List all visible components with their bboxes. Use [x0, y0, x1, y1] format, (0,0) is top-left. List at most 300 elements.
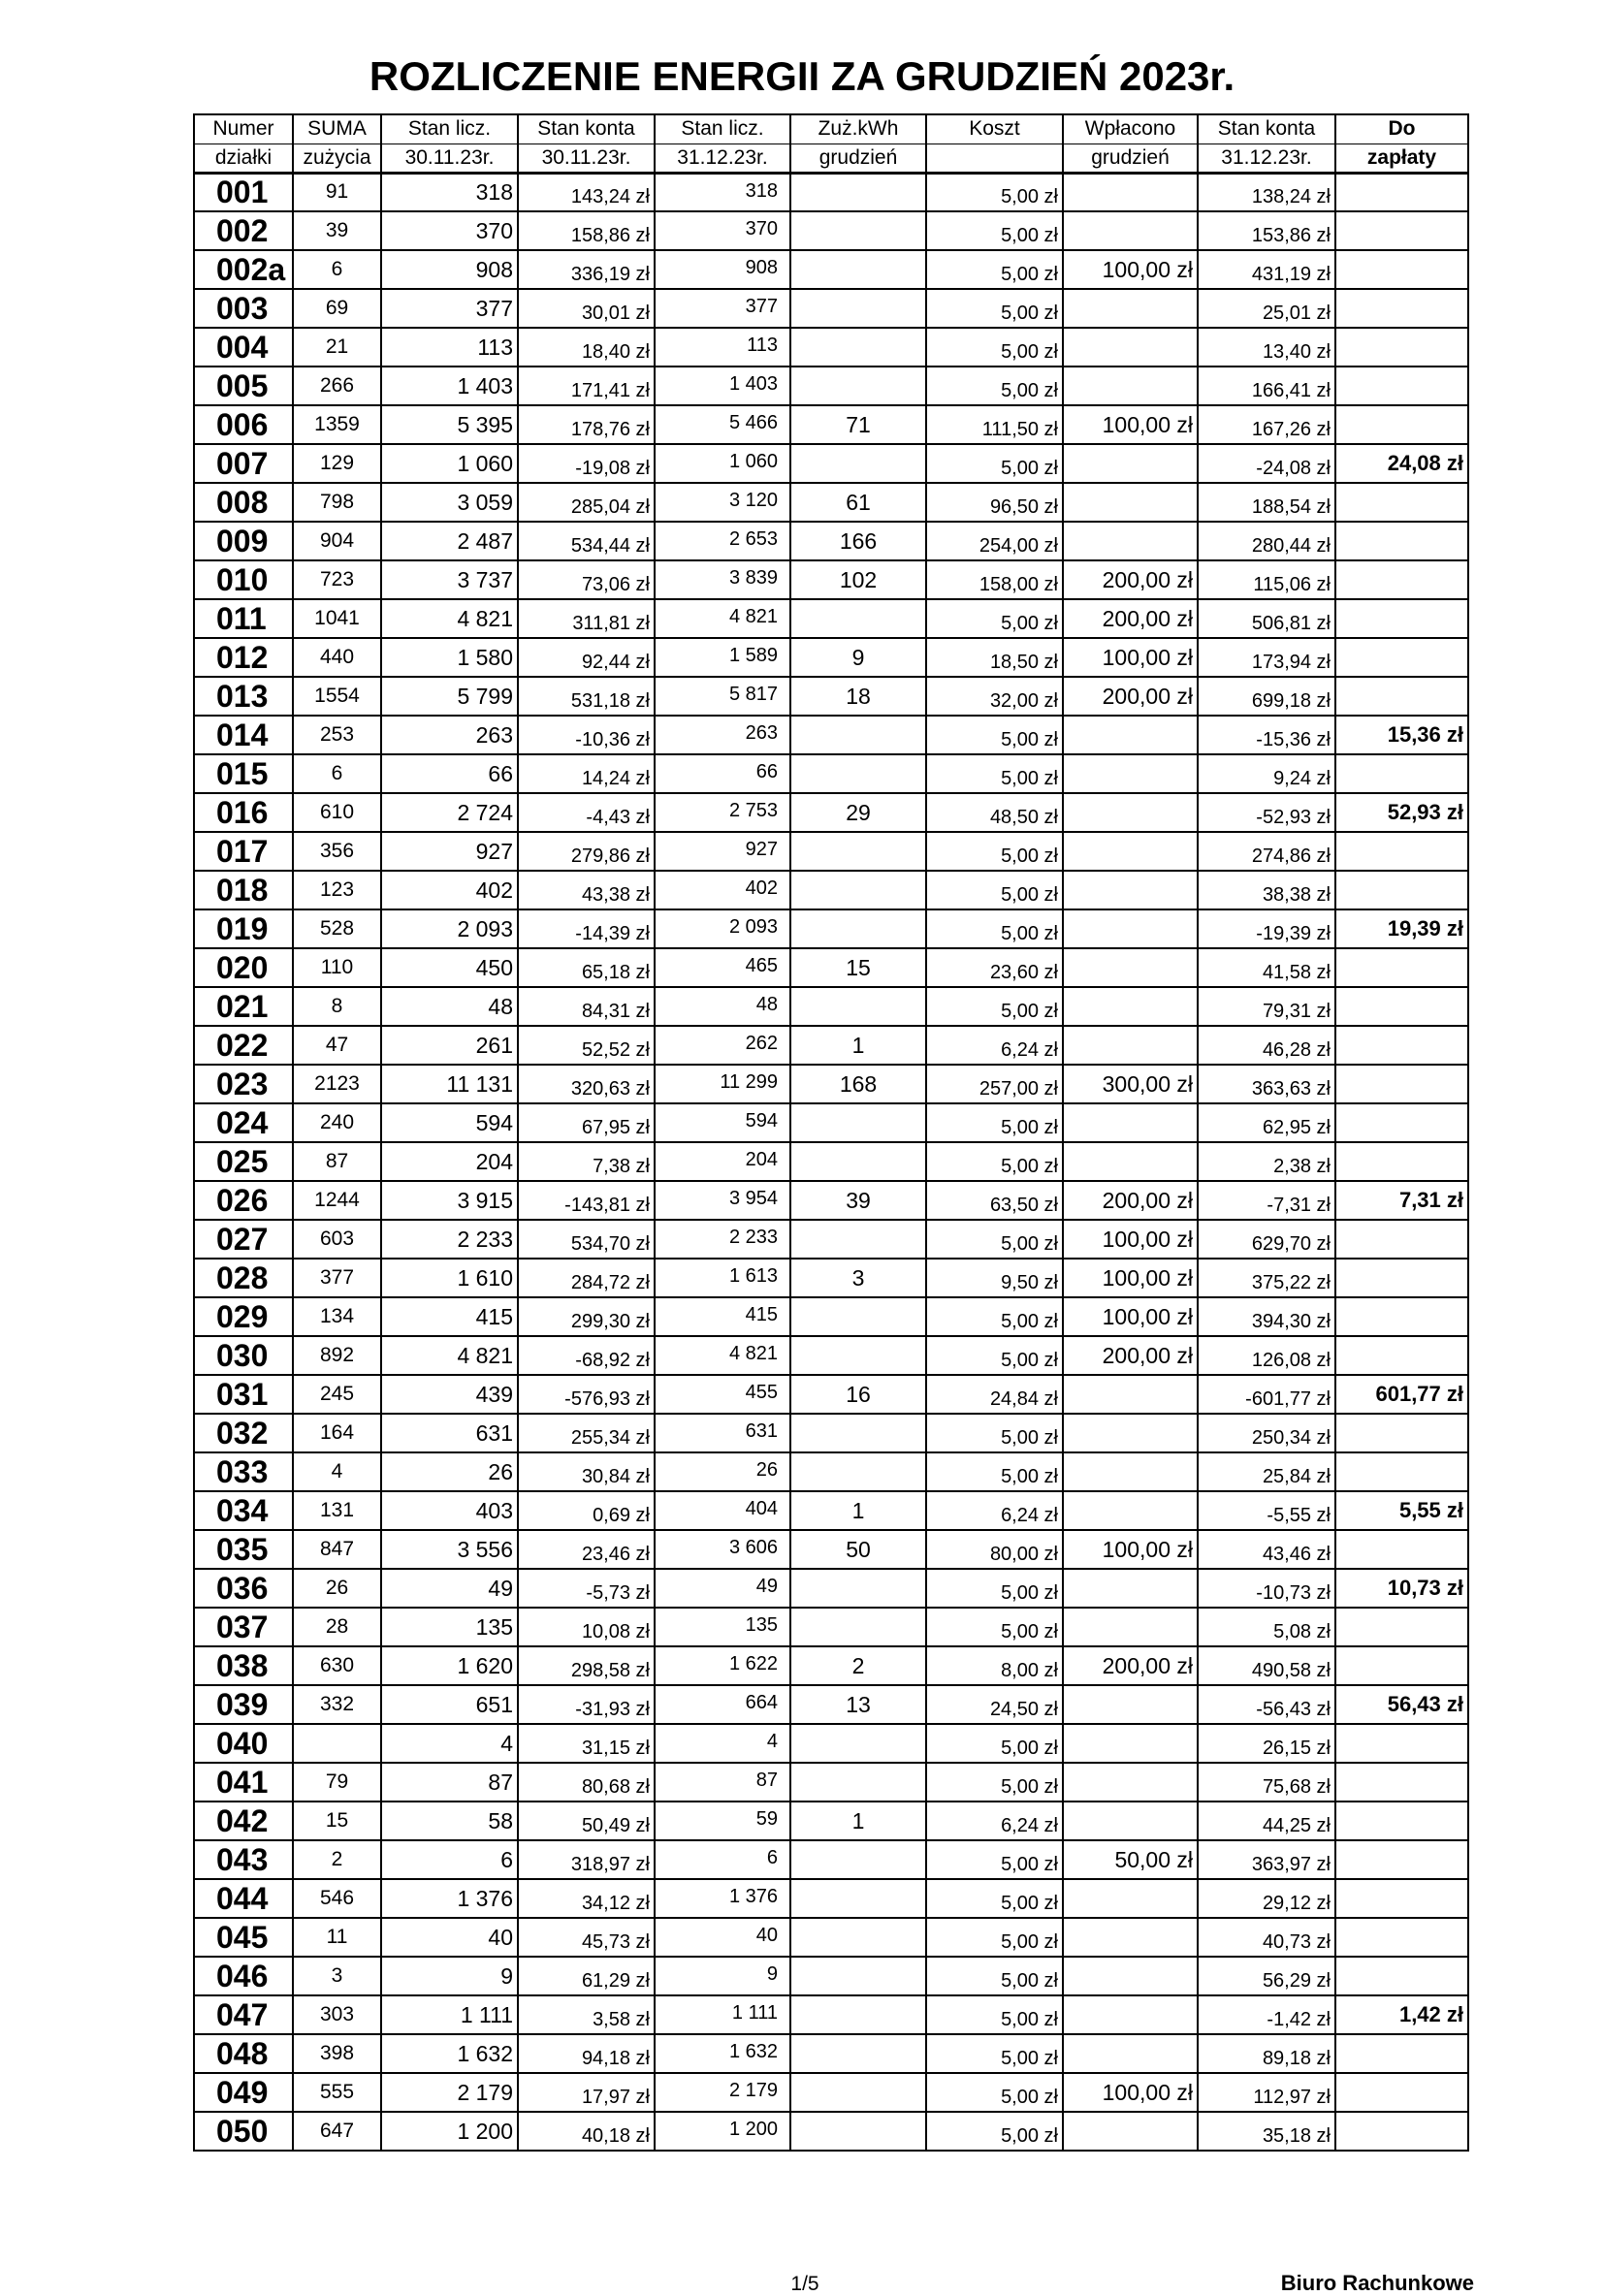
cell-balance-prev: 311,81 zł: [518, 599, 655, 638]
cell-amount-due: [1335, 1608, 1468, 1646]
cell-paid: 200,00 zł: [1063, 599, 1198, 638]
cell-total-usage: 904: [293, 522, 381, 560]
header-do-zaplaty-sub: zapłaty: [1335, 144, 1468, 173]
cell-amount-due: [1335, 871, 1468, 909]
cell-usage-kwh: [790, 716, 926, 754]
cell-balance-prev: 30,01 zł: [518, 289, 655, 328]
cell-balance-prev: 92,44 zł: [518, 638, 655, 677]
cell-usage-kwh: [790, 1569, 926, 1608]
cell-plot-number: 008: [194, 483, 293, 522]
cell-balance-prev: 17,97 zł: [518, 2073, 655, 2112]
table-row: [194, 1491, 1468, 1530]
cell-usage-kwh: [790, 832, 926, 871]
cell-cost: 5,00 zł: [926, 367, 1063, 405]
cell-paid: [1063, 1103, 1198, 1142]
cell-usage-kwh: [790, 1336, 926, 1375]
cell-meter-prev: 66: [381, 754, 518, 793]
cell-balance-curr: 89,18 zł: [1198, 2034, 1335, 2073]
cell-meter-curr: 927: [655, 832, 790, 871]
header-zuz-kwh: Zuż.kWh: [790, 114, 926, 144]
cell-cost: 63,50 zł: [926, 1181, 1063, 1220]
cell-paid: [1063, 1608, 1198, 1646]
cell-meter-curr: 631: [655, 1414, 790, 1452]
cell-balance-prev: 0,69 zł: [518, 1491, 655, 1530]
cell-total-usage: 332: [293, 1685, 381, 1724]
cell-plot-number: 024: [194, 1103, 293, 1142]
cell-amount-due: 19,39 zł: [1335, 909, 1468, 948]
cell-usage-kwh: [790, 1414, 926, 1452]
cell-paid: [1063, 1685, 1198, 1724]
cell-cost: 5,00 zł: [926, 832, 1063, 871]
cell-paid: [1063, 1142, 1198, 1181]
cell-balance-curr: 363,97 zł: [1198, 1840, 1335, 1879]
cell-meter-curr: 1 613: [655, 1259, 790, 1297]
cell-paid: 100,00 zł: [1063, 1297, 1198, 1336]
cell-balance-curr: 188,54 zł: [1198, 483, 1335, 522]
cell-total-usage: 303: [293, 1995, 381, 2034]
cell-balance-curr: 9,24 zł: [1198, 754, 1335, 793]
table-row: [194, 1336, 1468, 1375]
cell-total-usage: 546: [293, 1879, 381, 1918]
table-row: [194, 250, 1468, 289]
cell-total-usage: 630: [293, 1646, 381, 1685]
cell-meter-curr: 2 179: [655, 2073, 790, 2112]
cell-balance-prev: 94,18 zł: [518, 2034, 655, 2073]
cell-balance-curr: 56,29 zł: [1198, 1957, 1335, 1995]
cell-balance-curr: 394,30 zł: [1198, 1297, 1335, 1336]
cell-meter-prev: 1 580: [381, 638, 518, 677]
cell-cost: 5,00 zł: [926, 1297, 1063, 1336]
cell-plot-number: 046: [194, 1957, 293, 1995]
cell-meter-prev: 49: [381, 1569, 518, 1608]
cell-amount-due: 56,43 zł: [1335, 1685, 1468, 1724]
cell-balance-curr: 126,08 zł: [1198, 1336, 1335, 1375]
header-stan-licz-prev-sub: 30.11.23r.: [381, 144, 518, 173]
cell-meter-prev: 631: [381, 1414, 518, 1452]
cell-balance-curr: 5,08 zł: [1198, 1608, 1335, 1646]
cell-meter-curr: 2 753: [655, 793, 790, 832]
cell-amount-due: [1335, 754, 1468, 793]
cell-amount-due: [1335, 250, 1468, 289]
cell-plot-number: 011: [194, 599, 293, 638]
table-row: [194, 793, 1468, 832]
cell-meter-prev: 1 632: [381, 2034, 518, 2073]
cell-cost: 5,00 zł: [926, 444, 1063, 483]
cell-meter-prev: 3 737: [381, 560, 518, 599]
cell-cost: 5,00 zł: [926, 1724, 1063, 1763]
cell-cost: 6,24 zł: [926, 1491, 1063, 1530]
cell-meter-prev: 927: [381, 832, 518, 871]
cell-usage-kwh: [790, 1297, 926, 1336]
cell-plot-number: 027: [194, 1220, 293, 1259]
table-row: [194, 444, 1468, 483]
cell-plot-number: 034: [194, 1491, 293, 1530]
cell-usage-kwh: [790, 1724, 926, 1763]
cell-amount-due: [1335, 1220, 1468, 1259]
cell-balance-curr: 2,38 zł: [1198, 1142, 1335, 1181]
cell-meter-curr: 4 821: [655, 1336, 790, 1375]
cell-balance-prev: 45,73 zł: [518, 1918, 655, 1957]
cell-cost: 5,00 zł: [926, 871, 1063, 909]
cell-usage-kwh: [790, 2073, 926, 2112]
cell-balance-curr: 62,95 zł: [1198, 1103, 1335, 1142]
cell-cost: 5,00 zł: [926, 250, 1063, 289]
header-koszt: Koszt: [926, 114, 1063, 144]
header-stan-konta-curr-sub: 31.12.23r.: [1198, 144, 1335, 173]
cell-amount-due: [1335, 599, 1468, 638]
table-row: [194, 909, 1468, 948]
cell-meter-prev: 87: [381, 1763, 518, 1802]
cell-total-usage: 47: [293, 1026, 381, 1065]
header-stan-licz-curr-sub: 31.12.23r.: [655, 144, 790, 173]
cell-plot-number: 016: [194, 793, 293, 832]
cell-balance-prev: 65,18 zł: [518, 948, 655, 987]
cell-usage-kwh: [790, 599, 926, 638]
cell-total-usage: 1041: [293, 599, 381, 638]
cell-meter-curr: 262: [655, 1026, 790, 1065]
cell-paid: [1063, 871, 1198, 909]
cell-total-usage: 129: [293, 444, 381, 483]
cell-meter-curr: 3 606: [655, 1530, 790, 1569]
cell-paid: [1063, 1375, 1198, 1414]
cell-paid: 100,00 zł: [1063, 250, 1198, 289]
cell-meter-prev: 1 200: [381, 2112, 518, 2151]
cell-amount-due: [1335, 405, 1468, 444]
table-row: [194, 1103, 1468, 1142]
cell-balance-prev: 31,15 zł: [518, 1724, 655, 1763]
cell-cost: 6,24 zł: [926, 1802, 1063, 1840]
cell-usage-kwh: [790, 367, 926, 405]
page-number: 1/5: [790, 2273, 819, 2295]
cell-total-usage: 28: [293, 1608, 381, 1646]
cell-meter-prev: 5 395: [381, 405, 518, 444]
cell-amount-due: [1335, 1452, 1468, 1491]
header-numer-sub: działki: [194, 144, 293, 173]
cell-plot-number: 025: [194, 1142, 293, 1181]
cell-amount-due: [1335, 522, 1468, 560]
cell-paid: [1063, 328, 1198, 367]
cell-meter-prev: 3 915: [381, 1181, 518, 1220]
cell-meter-prev: 26: [381, 1452, 518, 1491]
cell-balance-curr: -10,73 zł: [1198, 1569, 1335, 1608]
cell-balance-prev: 255,34 zł: [518, 1414, 655, 1452]
cell-balance-curr: 431,19 zł: [1198, 250, 1335, 289]
cell-meter-prev: 1 111: [381, 1995, 518, 2034]
cell-total-usage: 723: [293, 560, 381, 599]
cell-amount-due: [1335, 1918, 1468, 1957]
cell-balance-curr: 75,68 zł: [1198, 1763, 1335, 1802]
cell-usage-kwh: [790, 2034, 926, 2073]
cell-total-usage: 2: [293, 1840, 381, 1879]
cell-meter-curr: 6: [655, 1840, 790, 1879]
cell-total-usage: 1554: [293, 677, 381, 716]
table-row: [194, 716, 1468, 754]
cell-paid: [1063, 1918, 1198, 1957]
cell-amount-due: 7,31 zł: [1335, 1181, 1468, 1220]
cell-plot-number: 047: [194, 1995, 293, 2034]
cell-balance-prev: 299,30 zł: [518, 1297, 655, 1336]
cell-amount-due: [1335, 638, 1468, 677]
cell-meter-prev: 2 487: [381, 522, 518, 560]
cell-total-usage: 69: [293, 289, 381, 328]
header-koszt-sub: [926, 144, 1063, 173]
cell-balance-prev: 143,24 zł: [518, 173, 655, 211]
cell-balance-prev: 67,95 zł: [518, 1103, 655, 1142]
header-stan-konta-prev-sub: 30.11.23r.: [518, 144, 655, 173]
cell-amount-due: [1335, 328, 1468, 367]
cell-balance-curr: 375,22 zł: [1198, 1259, 1335, 1297]
cell-meter-prev: 9: [381, 1957, 518, 1995]
cell-paid: 100,00 zł: [1063, 638, 1198, 677]
cell-total-usage: 15: [293, 1802, 381, 1840]
cell-total-usage: 528: [293, 909, 381, 948]
cell-usage-kwh: [790, 1840, 926, 1879]
cell-paid: [1063, 444, 1198, 483]
cell-usage-kwh: 1: [790, 1491, 926, 1530]
cell-balance-prev: 336,19 zł: [518, 250, 655, 289]
cell-plot-number: 042: [194, 1802, 293, 1840]
table-row: [194, 1995, 1468, 2034]
cell-amount-due: [1335, 1646, 1468, 1685]
cell-meter-curr: 9: [655, 1957, 790, 1995]
cell-usage-kwh: [790, 1918, 926, 1957]
cell-meter-prev: 1 403: [381, 367, 518, 405]
table-row: [194, 754, 1468, 793]
cell-amount-due: [1335, 1297, 1468, 1336]
cell-plot-number: 005: [194, 367, 293, 405]
table-row: [194, 948, 1468, 987]
cell-paid: [1063, 1763, 1198, 1802]
cell-meter-prev: 908: [381, 250, 518, 289]
cell-amount-due: 1,42 zł: [1335, 1995, 1468, 2034]
cell-amount-due: [1335, 1336, 1468, 1375]
table-row: [194, 1957, 1468, 1995]
cell-paid: [1063, 289, 1198, 328]
cell-balance-curr: 41,58 zł: [1198, 948, 1335, 987]
cell-amount-due: [1335, 483, 1468, 522]
cell-balance-prev: 3,58 zł: [518, 1995, 655, 2034]
cell-paid: [1063, 1414, 1198, 1452]
cell-meter-prev: 1 060: [381, 444, 518, 483]
cell-meter-prev: 6: [381, 1840, 518, 1879]
cell-usage-kwh: [790, 289, 926, 328]
cell-cost: 6,24 zł: [926, 1026, 1063, 1065]
header-zuz-kwh-sub: grudzień: [790, 144, 926, 173]
cell-cost: 5,00 zł: [926, 2112, 1063, 2151]
cell-usage-kwh: [790, 1879, 926, 1918]
cell-plot-number: 038: [194, 1646, 293, 1685]
footer-office-name: Biuro Rachunkowe: [1280, 2271, 1474, 2295]
cell-meter-curr: 40: [655, 1918, 790, 1957]
cell-plot-number: 004: [194, 328, 293, 367]
cell-balance-prev: 531,18 zł: [518, 677, 655, 716]
cell-balance-prev: 279,86 zł: [518, 832, 655, 871]
cell-cost: 48,50 zł: [926, 793, 1063, 832]
table-row: [194, 1879, 1468, 1918]
cell-meter-curr: 66: [655, 754, 790, 793]
table-row: [194, 1763, 1468, 1802]
cell-total-usage: 356: [293, 832, 381, 871]
cell-amount-due: [1335, 289, 1468, 328]
header-wplacono-sub: grudzień: [1063, 144, 1198, 173]
cell-balance-prev: -576,93 zł: [518, 1375, 655, 1414]
cell-usage-kwh: [790, 1608, 926, 1646]
cell-amount-due: [1335, 560, 1468, 599]
table-row: [194, 1375, 1468, 1414]
cell-plot-number: 031: [194, 1375, 293, 1414]
cell-usage-kwh: [790, 173, 926, 211]
header-row-2: [194, 144, 1468, 173]
cell-meter-curr: 664: [655, 1685, 790, 1724]
cell-usage-kwh: 18: [790, 677, 926, 716]
cell-total-usage: 2123: [293, 1065, 381, 1103]
cell-total-usage: 1244: [293, 1181, 381, 1220]
cell-meter-curr: 5 466: [655, 405, 790, 444]
cell-balance-prev: 14,24 zł: [518, 754, 655, 793]
header-wplacono: Wpłacono: [1063, 114, 1198, 144]
cell-balance-prev: 534,44 zł: [518, 522, 655, 560]
cell-plot-number: 018: [194, 871, 293, 909]
cell-plot-number: 002a: [194, 250, 293, 289]
cell-balance-curr: 43,46 zł: [1198, 1530, 1335, 1569]
cell-amount-due: [1335, 2073, 1468, 2112]
cell-cost: 5,00 zł: [926, 909, 1063, 948]
cell-meter-prev: 5 799: [381, 677, 518, 716]
cell-usage-kwh: 71: [790, 405, 926, 444]
cell-paid: 100,00 zł: [1063, 405, 1198, 444]
cell-amount-due: 52,93 zł: [1335, 793, 1468, 832]
cell-cost: 5,00 zł: [926, 2073, 1063, 2112]
cell-plot-number: 036: [194, 1569, 293, 1608]
cell-usage-kwh: 3: [790, 1259, 926, 1297]
energy-settlement-table: [193, 113, 1469, 2152]
cell-amount-due: [1335, 2112, 1468, 2151]
cell-balance-prev: 40,18 zł: [518, 2112, 655, 2151]
cell-plot-number: 032: [194, 1414, 293, 1452]
cell-meter-curr: 4: [655, 1724, 790, 1763]
table-row: [194, 638, 1468, 677]
cell-usage-kwh: [790, 1995, 926, 2034]
cell-paid: [1063, 211, 1198, 250]
cell-usage-kwh: [790, 987, 926, 1026]
table-row: [194, 1181, 1468, 1220]
cell-cost: 9,50 zł: [926, 1259, 1063, 1297]
cell-amount-due: [1335, 1142, 1468, 1181]
cell-meter-curr: 415: [655, 1297, 790, 1336]
cell-meter-curr: 1 111: [655, 1995, 790, 2034]
cell-cost: 5,00 zł: [926, 599, 1063, 638]
table-row: [194, 1220, 1468, 1259]
cell-usage-kwh: [790, 754, 926, 793]
cell-cost: 5,00 zł: [926, 1336, 1063, 1375]
cell-balance-prev: 50,49 zł: [518, 1802, 655, 1840]
cell-meter-curr: 2 093: [655, 909, 790, 948]
table-body: [194, 173, 1468, 2151]
cell-meter-prev: 415: [381, 1297, 518, 1336]
cell-meter-prev: 40: [381, 1918, 518, 1957]
table-row: [194, 1414, 1468, 1452]
cell-cost: 5,00 zł: [926, 173, 1063, 211]
cell-total-usage: 134: [293, 1297, 381, 1336]
cell-amount-due: [1335, 1259, 1468, 1297]
cell-usage-kwh: [790, 328, 926, 367]
cell-plot-number: 014: [194, 716, 293, 754]
cell-plot-number: 022: [194, 1026, 293, 1065]
cell-paid: 200,00 zł: [1063, 1646, 1198, 1685]
cell-cost: 5,00 zł: [926, 1879, 1063, 1918]
cell-cost: 23,60 zł: [926, 948, 1063, 987]
cell-balance-curr: 13,40 zł: [1198, 328, 1335, 367]
cell-balance-curr: 35,18 zł: [1198, 2112, 1335, 2151]
cell-usage-kwh: [790, 211, 926, 250]
cell-usage-kwh: 16: [790, 1375, 926, 1414]
cell-amount-due: 10,73 zł: [1335, 1569, 1468, 1608]
cell-amount-due: [1335, 1802, 1468, 1840]
cell-meter-curr: 1 632: [655, 2034, 790, 2073]
header-stan-licz-curr: Stan licz.: [655, 114, 790, 144]
cell-usage-kwh: 2: [790, 1646, 926, 1685]
cell-paid: 100,00 zł: [1063, 2073, 1198, 2112]
cell-usage-kwh: 39: [790, 1181, 926, 1220]
cell-total-usage: 21: [293, 328, 381, 367]
table-row: [194, 1530, 1468, 1569]
header-suma: SUMA: [293, 114, 381, 144]
cell-paid: [1063, 716, 1198, 754]
cell-balance-curr: 44,25 zł: [1198, 1802, 1335, 1840]
cell-cost: 5,00 zł: [926, 1569, 1063, 1608]
cell-balance-prev: 30,84 zł: [518, 1452, 655, 1491]
cell-total-usage: 892: [293, 1336, 381, 1375]
cell-balance-curr: -7,31 zł: [1198, 1181, 1335, 1220]
cell-plot-number: 041: [194, 1763, 293, 1802]
cell-balance-prev: 52,52 zł: [518, 1026, 655, 1065]
cell-usage-kwh: [790, 1452, 926, 1491]
cell-paid: [1063, 1452, 1198, 1491]
cell-balance-prev: 534,70 zł: [518, 1220, 655, 1259]
cell-balance-prev: -68,92 zł: [518, 1336, 655, 1375]
cell-plot-number: 003: [194, 289, 293, 328]
cell-balance-curr: 153,86 zł: [1198, 211, 1335, 250]
cell-balance-curr: 166,41 zł: [1198, 367, 1335, 405]
cell-paid: [1063, 793, 1198, 832]
cell-amount-due: [1335, 211, 1468, 250]
cell-cost: 5,00 zł: [926, 1452, 1063, 1491]
cell-amount-due: [1335, 2034, 1468, 2073]
table-row: [194, 1259, 1468, 1297]
cell-paid: [1063, 909, 1198, 948]
cell-plot-number: 039: [194, 1685, 293, 1724]
cell-balance-prev: 10,08 zł: [518, 1608, 655, 1646]
cell-meter-prev: 439: [381, 1375, 518, 1414]
cell-cost: 254,00 zł: [926, 522, 1063, 560]
cell-plot-number: 030: [194, 1336, 293, 1375]
cell-plot-number: 049: [194, 2073, 293, 2112]
cell-paid: [1063, 1026, 1198, 1065]
cell-cost: 80,00 zł: [926, 1530, 1063, 1569]
page-title: ROZLICZENIE ENERGII ZA GRUDZIEŃ 2023r.: [369, 53, 1235, 99]
cell-meter-prev: 594: [381, 1103, 518, 1142]
cell-paid: [1063, 948, 1198, 987]
cell-paid: [1063, 1491, 1198, 1530]
cell-meter-curr: 455: [655, 1375, 790, 1414]
cell-paid: [1063, 522, 1198, 560]
cell-plot-number: 040: [194, 1724, 293, 1763]
cell-balance-curr: -56,43 zł: [1198, 1685, 1335, 1724]
cell-usage-kwh: [790, 250, 926, 289]
cell-meter-curr: 2 233: [655, 1220, 790, 1259]
cell-balance-curr: -5,55 zł: [1198, 1491, 1335, 1530]
cell-cost: 5,00 zł: [926, 1840, 1063, 1879]
